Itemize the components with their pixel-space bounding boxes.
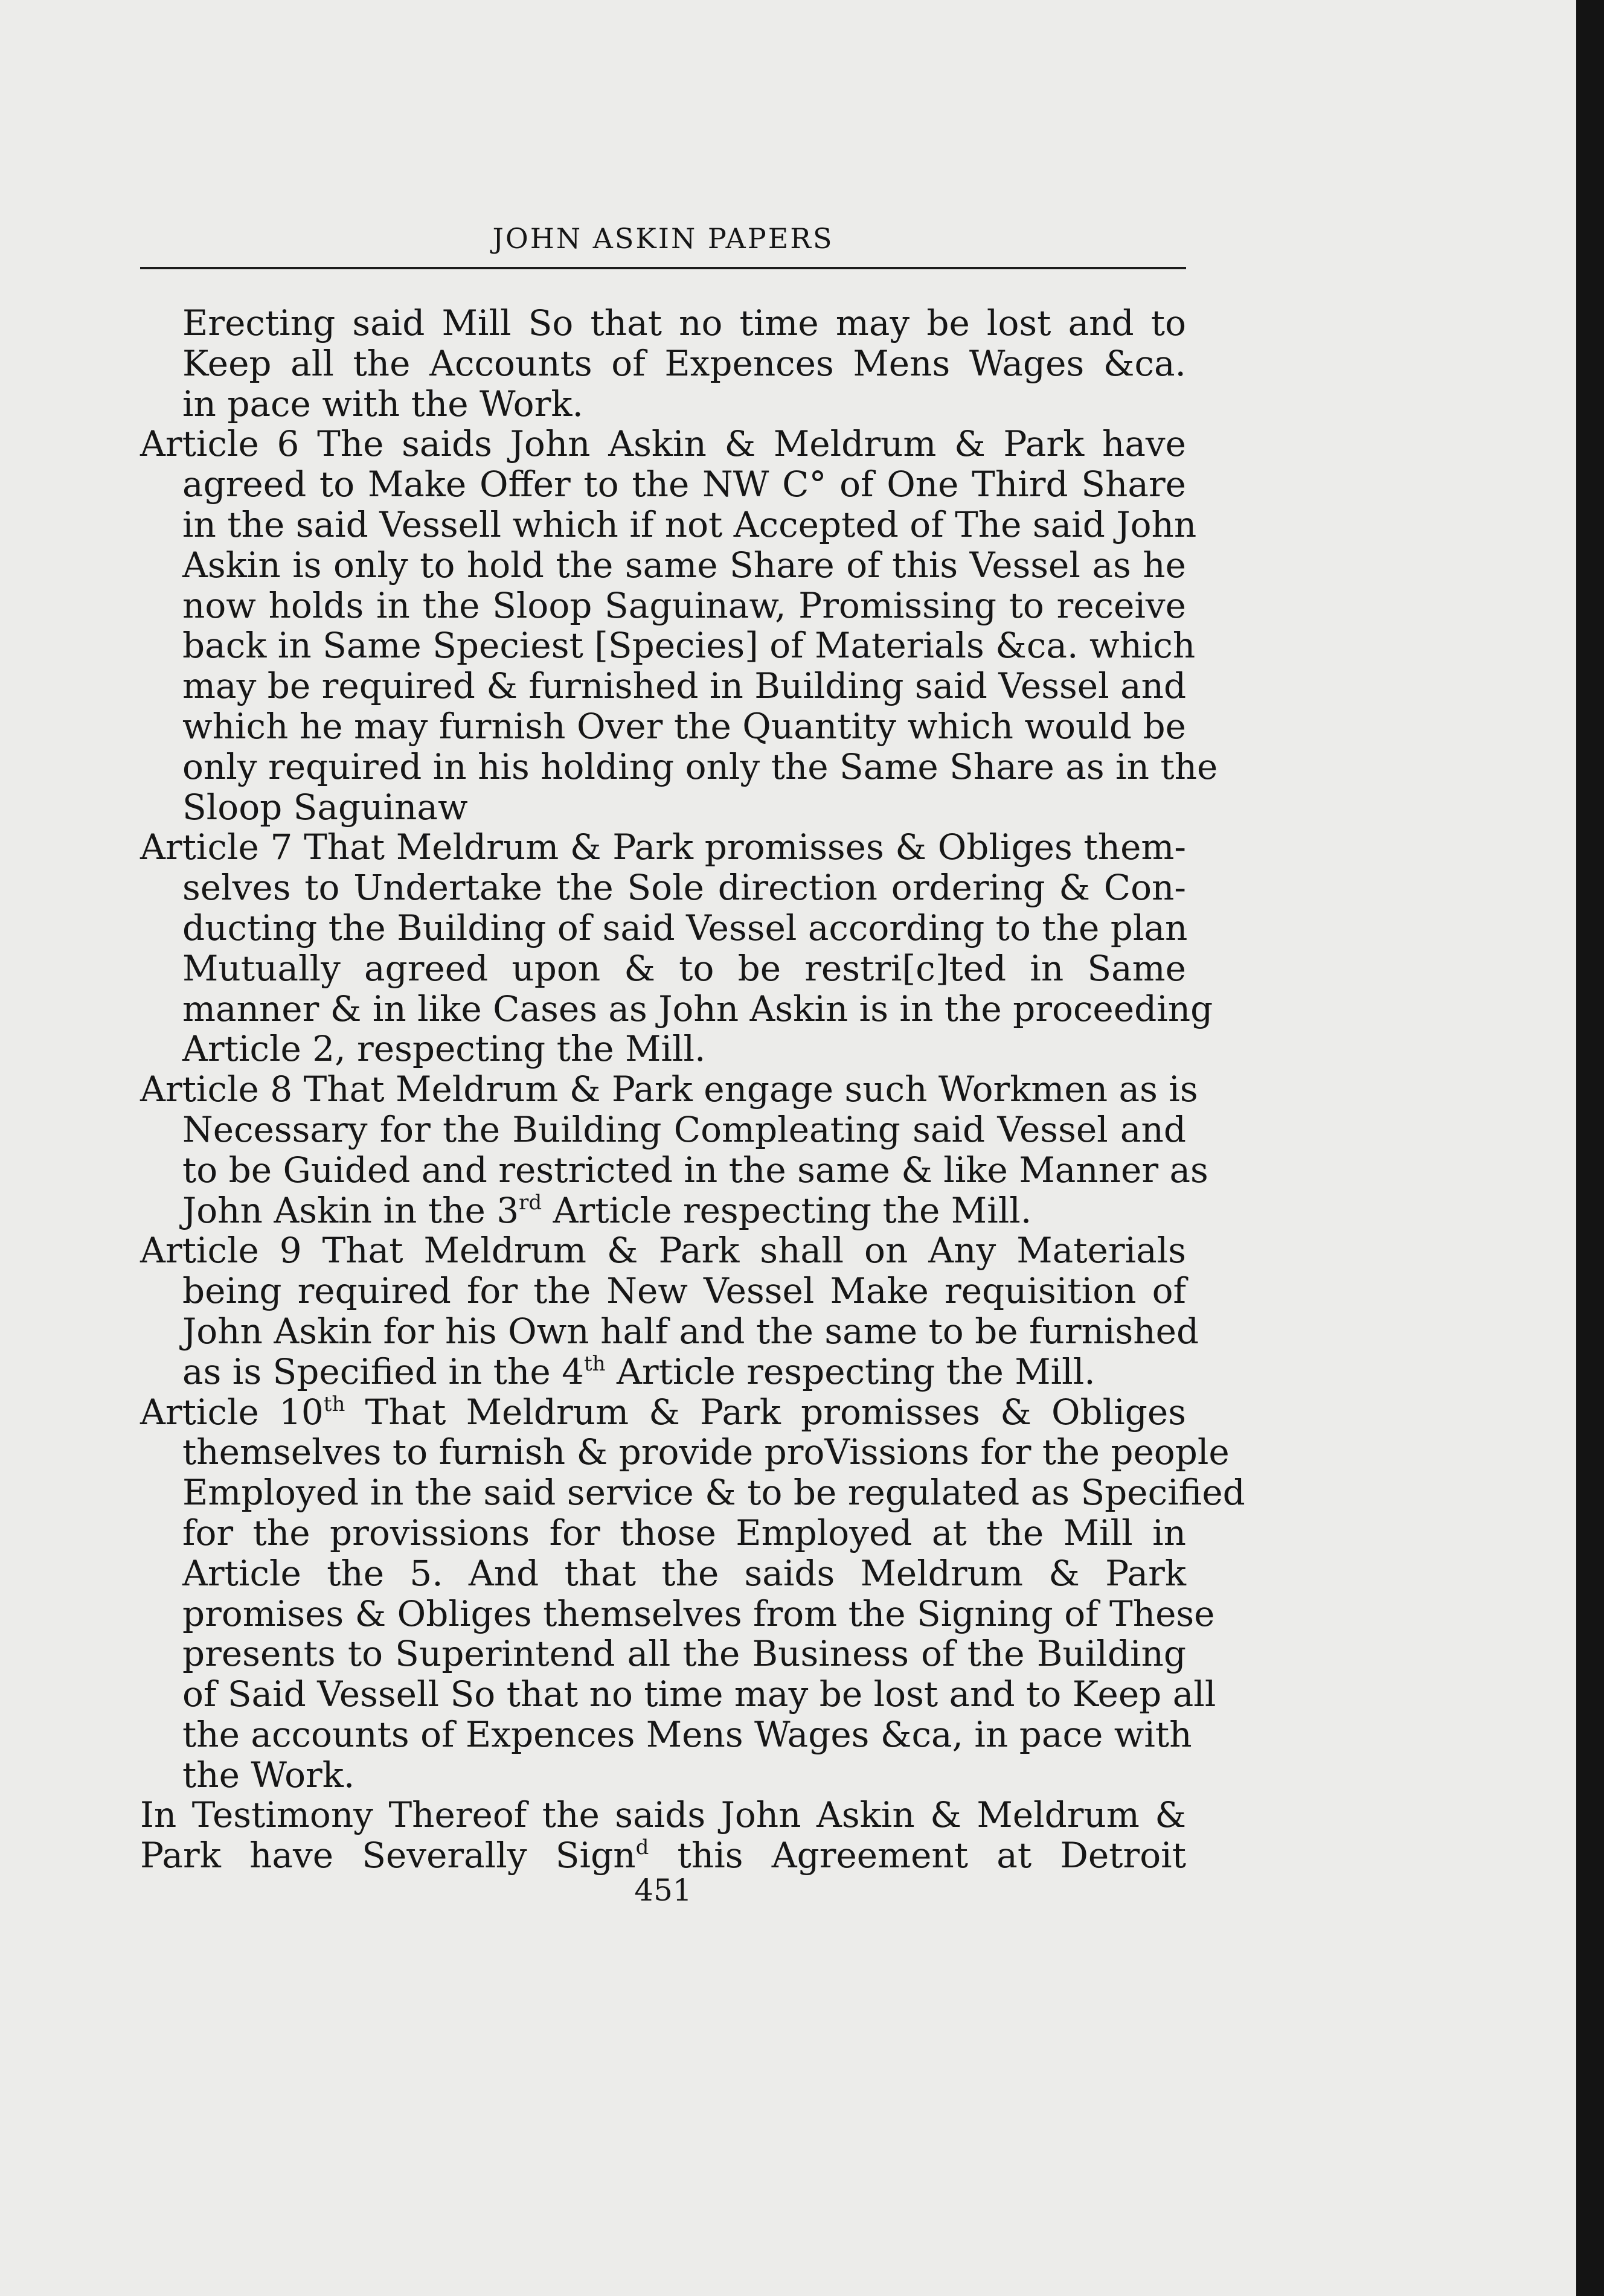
- text-segment: Park have Severally Sign: [140, 1835, 636, 1876]
- text-line: Erecting said Mill So that no time may be lost and to: [182, 302, 1186, 344]
- text-segment: That Meldrum & Park promisses & Obliges: [345, 1391, 1186, 1433]
- header-rule: [140, 267, 1186, 269]
- text-line: back in Same Speciest [Species] of Materials &ca. which: [182, 625, 1196, 667]
- text-line: promises & Obliges themselves from the Signing of These: [182, 1593, 1215, 1634]
- text-line: Article 8 That Meldrum & Park engage such Workmen as is: [140, 1069, 1198, 1110]
- text-line: Employed in the said service & to be regulated as Specified: [182, 1472, 1245, 1514]
- superscript: rd: [519, 1190, 542, 1215]
- text-line: Necessary for the Building Compleating said Vessel and: [182, 1108, 1186, 1150]
- text-line: presents to Superintend all the Business of the Building: [182, 1633, 1186, 1675]
- text-line: Article the 5. And that the saids Meldrum & Park: [182, 1552, 1186, 1594]
- text-line: the accounts of Expences Mens Wages &ca, in pace with: [182, 1713, 1192, 1755]
- text-line: only required in his holding only the Same Share as in the: [182, 746, 1218, 787]
- superscript: th: [323, 1392, 345, 1416]
- text-line: Askin is only to hold the same Share of this Vessel as he: [182, 544, 1186, 586]
- text-line: [140, 1392, 1186, 1433]
- text-line: Keep all the Accounts of Expences Mens Wages &ca.: [182, 342, 1186, 384]
- text-line: in the said Vessell which if not Accepted of The said John: [182, 504, 1197, 545]
- text-line: Article 2, respecting the Mill.: [182, 1028, 706, 1070]
- text-line: In Testimony Thereof the saids John Askin & Meldrum &: [140, 1794, 1186, 1836]
- text-line: which he may furnish Over the Quantity which would be: [182, 705, 1186, 747]
- text-line: agreed to Make Offer to the NW C° of One Third Share: [182, 464, 1186, 505]
- text-line: manner & in like Cases as John Askin is in the proceeding: [182, 988, 1213, 1029]
- text-line: being required for the New Vessel Make requisition of: [182, 1270, 1186, 1312]
- page-number: 451: [634, 1873, 692, 1908]
- text-line: of Said Vessell So that no time may be lost and to Keep all: [182, 1674, 1216, 1715]
- text-line: Article 7 That Meldrum & Park promisses & Obliges them-: [140, 827, 1186, 868]
- text-line: for the provissions for those Employed at the Mill in: [182, 1512, 1186, 1553]
- text-line: may be required & furnished in Building said Vessel and: [182, 665, 1187, 707]
- text-segment: John Askin in the 3: [182, 1189, 519, 1231]
- text-line: the Work.: [182, 1754, 355, 1796]
- text-segment: Article respecting the Mill.: [542, 1189, 1032, 1231]
- text-segment: Article 10: [140, 1391, 324, 1433]
- text-line: in pace with the Work.: [182, 383, 583, 424]
- text-line: Sloop Saguinaw: [182, 786, 468, 828]
- text-line: to be Guided and restricted in the same & like Manner as: [182, 1149, 1208, 1191]
- text-line: selves to Undertake the Sole direction ordering & Con-: [182, 867, 1186, 909]
- text-segment: Article respecting the Mill.: [605, 1351, 1096, 1392]
- text-line: Mutually agreed upon & to be restri[c]ted in Same: [182, 947, 1186, 989]
- text-segment: as is Specified in the 4: [182, 1351, 584, 1392]
- text-line: Article 6 The saids John Askin & Meldrum & Park have: [140, 423, 1186, 465]
- body-text: [140, 302, 1245, 1876]
- text-segment: this Agreement at Detroit: [649, 1835, 1186, 1876]
- text-line: [140, 1191, 1186, 1231]
- text-line: Article 9 That Meldrum & Park shall on Any Materials: [140, 1230, 1186, 1271]
- superscript: th: [584, 1351, 606, 1376]
- running-head: JOHN ASKIN PAPERS: [492, 222, 834, 255]
- text-line: themselves to furnish & provide proVissions for the people: [182, 1431, 1230, 1473]
- text-line: John Askin for his Own half and the same to be furnished: [182, 1310, 1199, 1352]
- page-edge-shadow: [1576, 0, 1604, 2296]
- text-line: now holds in the Sloop Saguinaw, Promissing to receive: [182, 584, 1186, 626]
- text-line: [140, 1352, 1186, 1392]
- text-line: ducting the Building of said Vessel according to the plan: [182, 907, 1188, 948]
- superscript: d: [635, 1835, 649, 1860]
- text-line: [140, 1835, 1186, 1876]
